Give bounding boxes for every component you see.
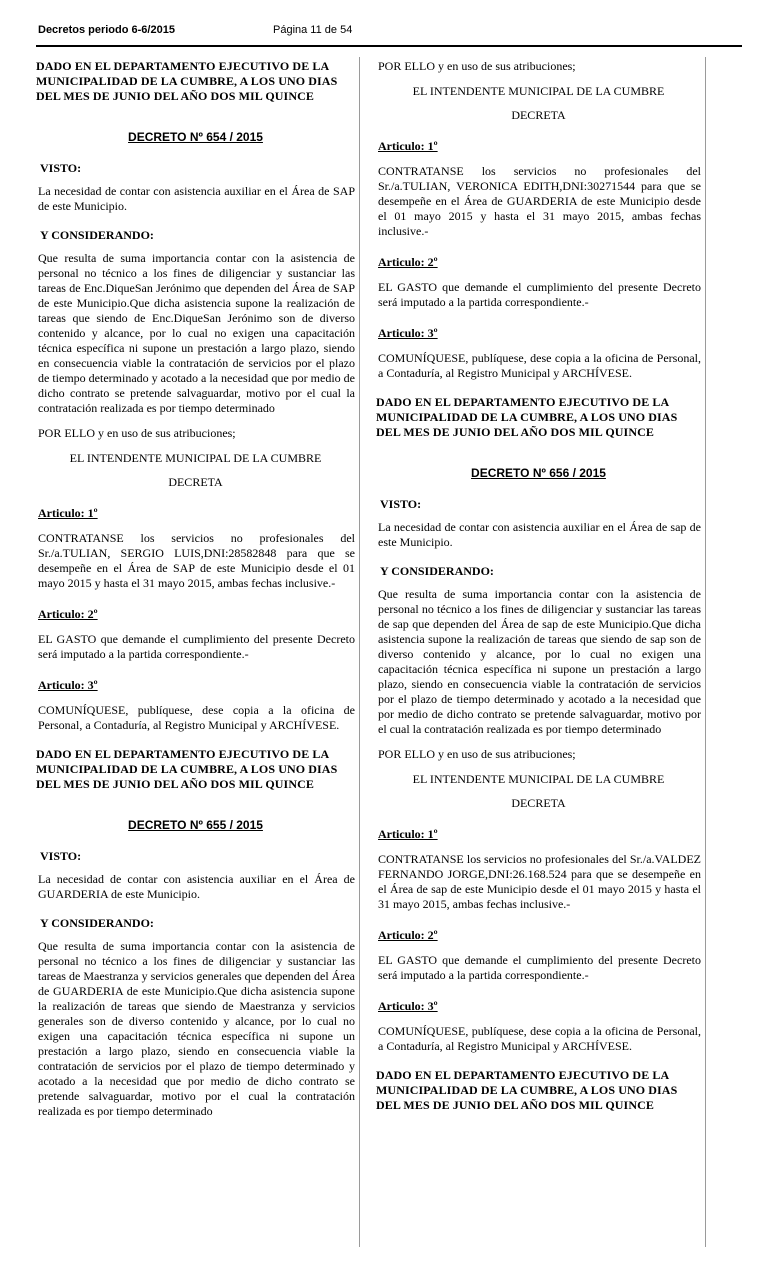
paragraph: CONTRATANSE los servicios no profesionales del Sr./a.TULIAN, SERGIO LUIS,DNI:28582848 para que se desempeñe en el Área de SAP de este Municipio desde el 01 mayo 2015 y hasta el 31 mayo 2015, ambas fechas inclusive.- [38, 531, 355, 590]
section-heading: VISTO: [380, 497, 422, 511]
article-heading: Articulo: 1º [378, 139, 438, 153]
dado-statement: DADO EN EL DEPARTAMENTO EJECUTIVO DE LA MUNICIPALIDAD DE LA CUMBRE, A LOS UNO DIAS DEL MES DE JUNIO DEL AÑO DOS MIL QUINCE [376, 1068, 678, 1112]
dado-statement: DADO EN EL DEPARTAMENTO EJECUTIVO DE LA MUNICIPALIDAD DE LA CUMBRE, A LOS UNO DIAS DEL MES DE JUNIO DEL AÑO DOS MIL QUINCE [36, 747, 338, 791]
centered-line: DECRETA [511, 108, 566, 122]
document-title: Decretos periodo 6-6/2015 [38, 24, 175, 36]
centered-line: EL INTENDENTE MUNICIPAL DE LA CUMBRE [412, 84, 665, 98]
right-column [376, 57, 706, 1247]
paragraph: EL GASTO que demande el cumplimiento del presente Decreto será imputado a la partida correspondiente.- [378, 280, 701, 309]
page-header [36, 22, 742, 40]
section-heading: Y CONSIDERANDO: [40, 228, 154, 242]
paragraph: COMUNÍQUESE, publíquese, dese copia a la oficina de Personal, a Contaduría, al Registro Municipal y ARCHÍVESE. [378, 1024, 701, 1053]
paragraph: Que resulta de suma importancia contar con la asistencia de personal no técnico a los fines de diligenciar y sustanciar las tareas de sap que dependen del Área de sap de este Municipio.Que dicha asistencia supone la realización de tareas que siendo de sap son de diverso contenido y alcance, por lo cual no exigen una capacitación técnica específica ni supone un prestación a largo plazo, siendo en consecuencia viable la contratación de servicios por el plazo de tiempo determinado y acotado a la necesidad que por medio de dicho contrato se pretende salvaguardar, motivo por el cual la contratación realizada es por tiempo determinado [378, 587, 701, 736]
section-heading: VISTO: [40, 161, 82, 175]
header-rule [36, 45, 742, 47]
paragraph: EL GASTO que demande el cumplimiento del presente Decreto será imputado a la partida correspondiente.- [38, 632, 355, 661]
paragraph: POR ELLO y en uso de sus atribuciones; [378, 747, 576, 761]
article-heading: Articulo: 2º [378, 928, 438, 942]
dado-statement: DADO EN EL DEPARTAMENTO EJECUTIVO DE LA MUNICIPALIDAD DE LA CUMBRE, A LOS UNO DIAS DEL MES DE JUNIO DEL AÑO DOS MIL QUINCE [36, 59, 338, 103]
decree-title: DECRETO Nº 654 / 2015 [128, 130, 263, 144]
centered-line: EL INTENDENTE MUNICIPAL DE LA CUMBRE [412, 772, 665, 786]
centered-line: DECRETA [168, 475, 223, 489]
centered-line: DECRETA [511, 796, 566, 810]
article-heading: Articulo: 3º [378, 326, 438, 340]
dado-statement: DADO EN EL DEPARTAMENTO EJECUTIVO DE LA MUNICIPALIDAD DE LA CUMBRE, A LOS UNO DIAS DEL MES DE JUNIO DEL AÑO DOS MIL QUINCE [376, 395, 678, 439]
paragraph: Que resulta de suma importancia contar con la asistencia de personal no técnico a los fines de diligenciar y sustanciar las tareas de Maestranza y servicios generales que dependen del Área de GUARDERIA de este Municipio.Que dicha asistencia supone la realización de tareas que siendo de Maestranza y servicios generales son de diverso contenido y alcance, por lo cual no exigen una capacitación técnica específica ni supone un prestación a largo plazo, siendo en consecuencia viable la contratación de servicios por el plazo de tiempo determinado y acotado a la necesidad que por medio de dicho contrato se pretende salvaguardar, motivo por el cual la contratación realizada es por tiempo determinado [38, 939, 355, 1118]
paragraph: La necesidad de contar con asistencia auxiliar en el Área de GUARDERIA de este Municipio. [38, 872, 355, 901]
centered-line: EL INTENDENTE MUNICIPAL DE LA CUMBRE [69, 451, 322, 465]
paragraph: CONTRATANSE los servicios no profesionales del Sr./a.TULIAN, VERONICA EDITH,DNI:30271544 para que se desempeñe en el Área de GUARDERIA de este Municipio desde el 01 mayo 2015 y hasta el 31 mayo 2015, ambas fechas inclusive.- [378, 164, 701, 238]
article-heading: Articulo: 2º [378, 255, 438, 269]
paragraph: CONTRATANSE los servicios no profesionales del Sr./a.VALDEZ FERNANDO JORGE,DNI:26.168.524 para que se desempeñe en el Área de sap de este Municipio desde el 01 mayo 2015 y hasta el 31 mayo 2015, ambas fechas inclusive.- [378, 852, 701, 911]
article-heading: Articulo: 2º [38, 607, 98, 621]
article-heading: Articulo: 3º [378, 999, 438, 1013]
article-heading: Articulo: 1º [38, 506, 98, 520]
paragraph: COMUNÍQUESE, publíquese, dese copia a la oficina de Personal, a Contaduría, al Registro Municipal y ARCHÍVESE. [378, 351, 701, 380]
paragraph: Que resulta de suma importancia contar con la asistencia de personal no técnico a los fines de diligenciar y sustanciar las tareas de Enc.DiqueSan Jerónimo que dependen del Área de SAP de este Municipio.Que dicha asistencia supone la realización de tareas que siendo de Enc.DiqueSan Jerónimo son de diverso contenido y alcance, por lo cual no exigen una capacitación técnica específica ni supone un prestación a largo plazo, siendo en consecuencia viable la contratación de servicios por el plazo de tiempo determinado y acotado a la necesidad que por medio de dicho contrato se pretende salvaguardar, motivo por el cual la contratación realizada es por tiempo determinado [38, 251, 355, 415]
paragraph: POR ELLO y en uso de sus atribuciones; [38, 426, 236, 440]
article-heading: Articulo: 1º [378, 827, 438, 841]
section-heading: VISTO: [40, 849, 82, 863]
paragraph: EL GASTO que demande el cumplimiento del presente Decreto será imputado a la partida correspondiente.- [378, 953, 701, 982]
decree-title: DECRETO Nº 656 / 2015 [471, 466, 606, 480]
paragraph: La necesidad de contar con asistencia auxiliar en el Área de sap de este Municipio. [378, 520, 701, 549]
article-heading: Articulo: 3º [38, 678, 98, 692]
page-number: Página 11 de 54 [273, 24, 353, 36]
decree-title: DECRETO Nº 655 / 2015 [128, 818, 263, 832]
left-column [36, 57, 360, 1247]
paragraph: La necesidad de contar con asistencia auxiliar en el Área de SAP de este Municipio. [38, 184, 355, 213]
two-column-body [36, 57, 742, 1247]
paragraph: COMUNÍQUESE, publíquese, dese copia a la oficina de Personal, a Contaduría, al Registro Municipal y ARCHÍVESE. [38, 703, 355, 732]
section-heading: Y CONSIDERANDO: [380, 564, 494, 578]
section-heading: Y CONSIDERANDO: [40, 916, 154, 930]
paragraph: POR ELLO y en uso de sus atribuciones; [378, 59, 576, 73]
